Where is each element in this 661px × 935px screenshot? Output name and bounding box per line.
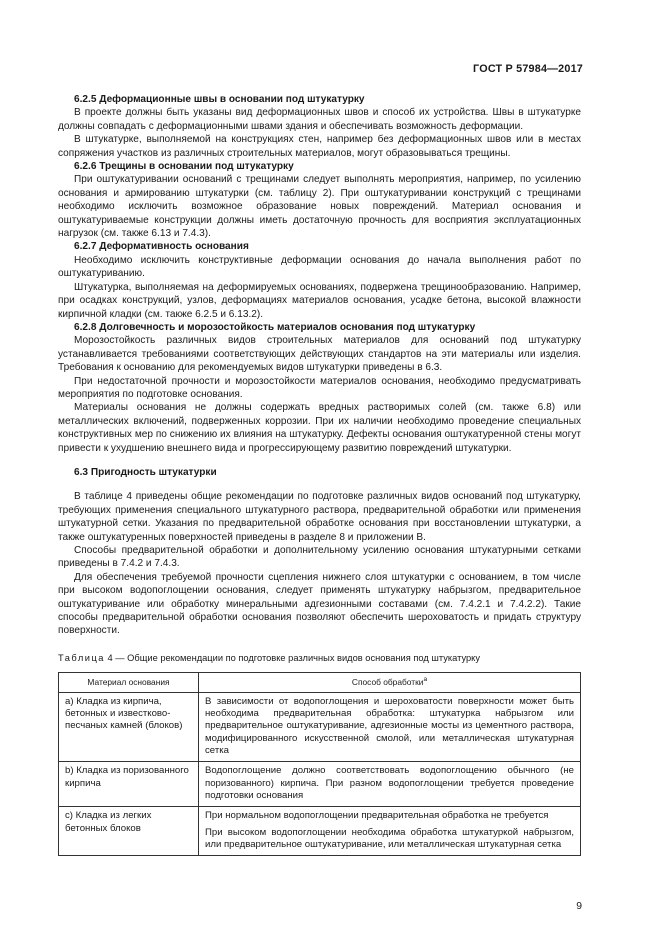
paragraph: Способы предварительной обработки и дополнительному усилению основания штукатурными сетками приведены в 7.4.2 и 7.4.3. [58,545,581,570]
section-heading: 6.2.8 Долговечность и морозостойкость материалов основания под штукатурку [74,321,476,333]
paragraph: Морозостойкость различных видов строительных материалов для оснований под штукатурку устанавливается требованиями соответствующих действующих стандартов на эти материалы или изделия. Требования к основанию для рекомендуемых видов штукатурки приведены в 6.3. [58,335,581,374]
table-row [59,762,581,807]
section-heading: 6.3 Пригодность штукатурки [74,466,217,478]
section-heading: 6.2.7 Деформативность основания [74,241,249,253]
table-header-treatment [199,672,581,692]
paragraph: В проекте должны быть указаны вид деформационных швов и способ их устройства. Швы в штукатурке должны совпадать с деформационными швами здания и обеспечивать возможность деформации. [58,107,581,132]
table-header-footnote-mark: а [423,675,428,683]
table-caption [58,652,581,664]
table-cell-treatment [199,692,581,761]
paragraph: В таблице 4 приведены общие рекомендации по подготовке различных видов оснований под штукатурку, требующих применения специального штукатурного раствора, предварительной обработки или применения штукатурной сетки. Указания по предварительной обработке основания при восстановлении штукатурки, а также оштукатуренных поверхностей приведены в разделе 8 и приложении В. [58,491,581,543]
document-body [58,93,581,856]
table-body [59,692,581,855]
paragraph: Материалы основания не должны содержать вредных растворимых солей (см. также 6.8) или металлических включений, подверженных коррозии. При их наличии необходимо проведение специальных конструктивных мер по снижению их влияния на штукатурку. Дефекты основания оштукатуренной стены могут привести к ухудшению внешнего вида и прогрессирующему развитию повреждений штукатурки. [58,402,581,454]
paragraph: При недостаточной прочности и морозостойкости материалов основания, необходимо предусматривать мероприятия по подготовке основания. [58,375,581,400]
paragraph: Для обеспечения требуемой прочности сцепления нижнего слоя штукатурки с основанием, в том числе при высоком водопоглощении основания, следует применять штукатурку набрызгом, предварительное оштукатуривание или обработку минеральными адгезионными составами (см. 7.4.2.1 и 7.4.2.2). Такие способы предварительной обработки основания позволяют обеспечить шероховатость и придать структуру поверхности. [58,571,581,637]
paragraph: При оштукатуривании оснований с трещинами следует выполнять мероприятия, например, по усилению основания и армированию штукатурки (см. таблицу 2). При оштукатуривании конструкций с трещинами необходимо исключить возможное образование новых повреждений. Материал основания и оштукатуриваемые конструкции должны иметь достаточную прочность для восприятия эксплуатационных нагрузок (см. также 6.13 и 7.4.3). [58,174,581,240]
table-header-treatment-text: Способ обработки [351,676,424,687]
table-header-row [59,672,581,692]
table-caption-label: Таблица [58,652,105,663]
treatment-paragraph: При нормальном водопоглощении предварительная обработка не требуется [205,810,549,822]
paragraph: В штукатурке, выполняемой на конструкциях стен, например без деформационных швов или в местах сопряжения участков из различных строительных материалов, могут образовываться трещины. [58,134,581,159]
section-heading: 6.2.6 Трещины в основании под штукатурку [74,161,294,173]
table-cell-treatment [199,762,581,807]
paragraph: Штукатурка, выполняемая на деформируемых основаниях, подвержена трещинообразованию. Например, при осадках конструкций, узлов, деформациях материалов основания, усадке бетона, высокой влажности кирпичной кладки (см. также 6.2.5 и 6.13.2). [58,281,581,320]
section-heading: 6.2.5 Деформационные швы в основании под штукатурку [74,94,365,105]
table-header-material: Материал основания [59,672,199,692]
page-number: 9 [576,901,582,912]
table-row [59,807,581,856]
section-gap [58,455,581,466]
recommendations-table [58,672,581,856]
section-gap [58,479,581,490]
table-row [59,692,581,761]
table-cell-material: b) Кладка из поризованного кирпича [59,762,199,807]
table-cell-material: c) Кладка из легких бетонных блоков [59,807,199,856]
page-header-standard-code: ГОСТ Р 57984—2017 [473,63,583,75]
treatment-paragraph: Водопоглощение должно соответствовать водопоглощению обычного (не поризованного) кирпича. При разном водопоглощении требуется проведение подготовки основания [205,765,574,801]
table-cell-treatment [199,807,581,856]
table-caption-text: 4 — Общие рекомендации по подготовке различных видов основания под штукатурку [104,652,480,663]
treatment-paragraph: В зависимости от водопоглощения и шероховатости поверхности может быть необходима предварительная обработка: штукатурка набрызгом или предварительное оштукатуривание, адгезионные мосты из цементного раствора, модифицированного искусственной смолой, или металлическая штукатурная сетка [205,695,574,757]
sections-container [58,93,581,638]
treatment-paragraph: При высоком водопоглощении необходима обработка штукатуркой набрызгом, или предварительное оштукатуривание, или металлическая штукатурная сетка [205,826,574,850]
table-cell-material: а) Кладка из кирпича, бетонных и известково-песчаных камней (блоков) [59,692,199,761]
paragraph: Необходимо исключить конструктивные деформации основания до начала выполнения работ по оштукатуриванию. [58,254,581,280]
